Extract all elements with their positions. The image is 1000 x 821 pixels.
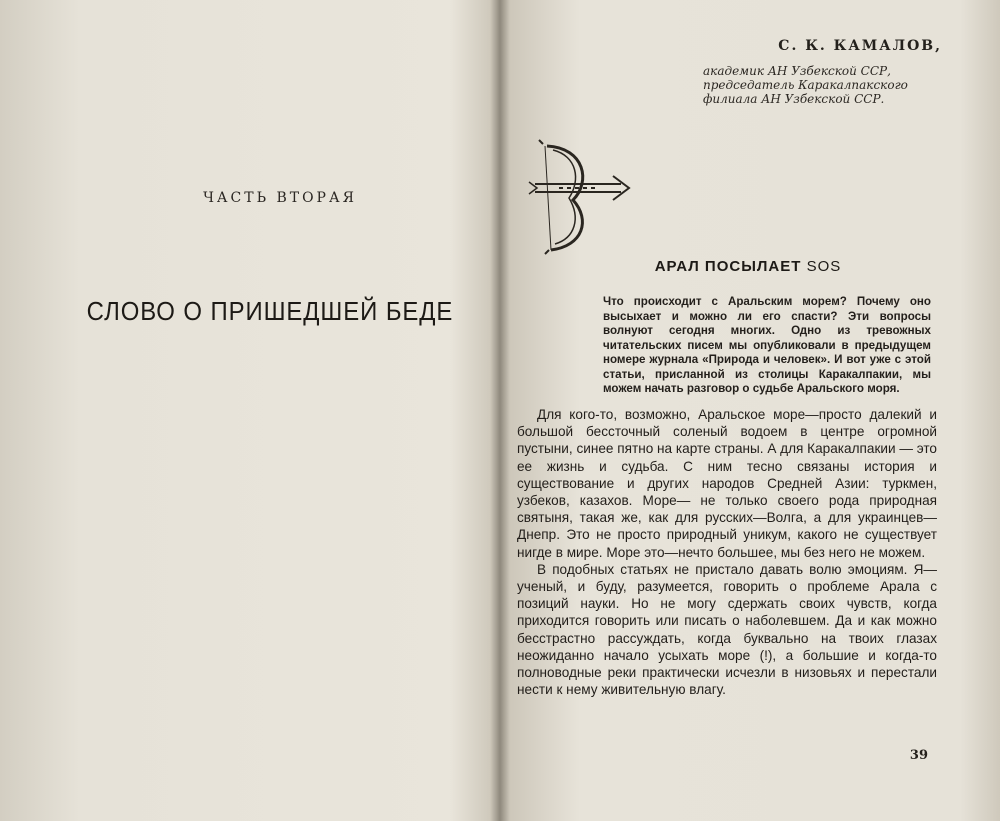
left-page <box>0 0 495 821</box>
article-title <box>633 258 863 275</box>
article-lead: Что происходит с Аральским морем? Почему оно высыхает и можно ли его спасти? Эти вопросы волнуют сегодня многих. Одно из тревожных читательских писем мы опубликовали в предыдущем номере журнала «Природа и человек». И вот уже с этой статьи, присланной из столицы Каракалпакии, мы можем начать разговор о судьбе Аральского моря. <box>603 295 931 395</box>
article-title-sos: SOS <box>806 258 842 275</box>
paragraph-1: Для кого-то, возможно, Аральское море—просто далекий и большой бессточный соленый водоем в центре огромной пустыни, синее пятно на карте страны. А для Каракалпакии — это ее жизнь и судьба. С ним тесно связаны история и существование и других народов Средней Азии: туркмен, узбеков, казахов. Море— не только своего рода природная святыня, такая же, как для русских—Волга, а для украинцев—Днепр. Это не просто природный уникум, какого не существует нигде в мире. Море это—нечто большее, мы без него не можем. <box>517 407 937 560</box>
bow-and-arrow-icon <box>525 138 635 258</box>
article-body <box>517 406 937 698</box>
author-name: С. К. КАМАЛОВ, <box>778 38 942 54</box>
part-label: ЧАСТЬ ВТОРАЯ <box>203 190 357 206</box>
right-page <box>503 0 1000 821</box>
section-title: СЛОВО О ПРИШЕДШЕЙ БЕДЕ <box>86 296 454 326</box>
author-affiliation: академик АН Узбекской ССР, председатель Каракалпакского филиала АН Узбекской ССР. <box>703 64 908 106</box>
page-number: 39 <box>909 748 928 763</box>
article-title-main: АРАЛ ПОСЫЛАЕТ <box>654 258 802 275</box>
paragraph-2: В подобных статьях не пристало давать волю эмоциям. Я—ученый, и буду, разумеется, говорить о проблеме Арала с позиций науки. Но не могу сдержать своих чувств, когда приходится говорить или писать о наболевшем. Да и как можно бесстрастно рассуждать, когда буквально на твоих глазах неожиданно начало усыхать море (!), а большие и когда-то полноводные реки практически исчезли в низовьях и перестали нести к нему живительную влагу. <box>517 561 937 698</box>
